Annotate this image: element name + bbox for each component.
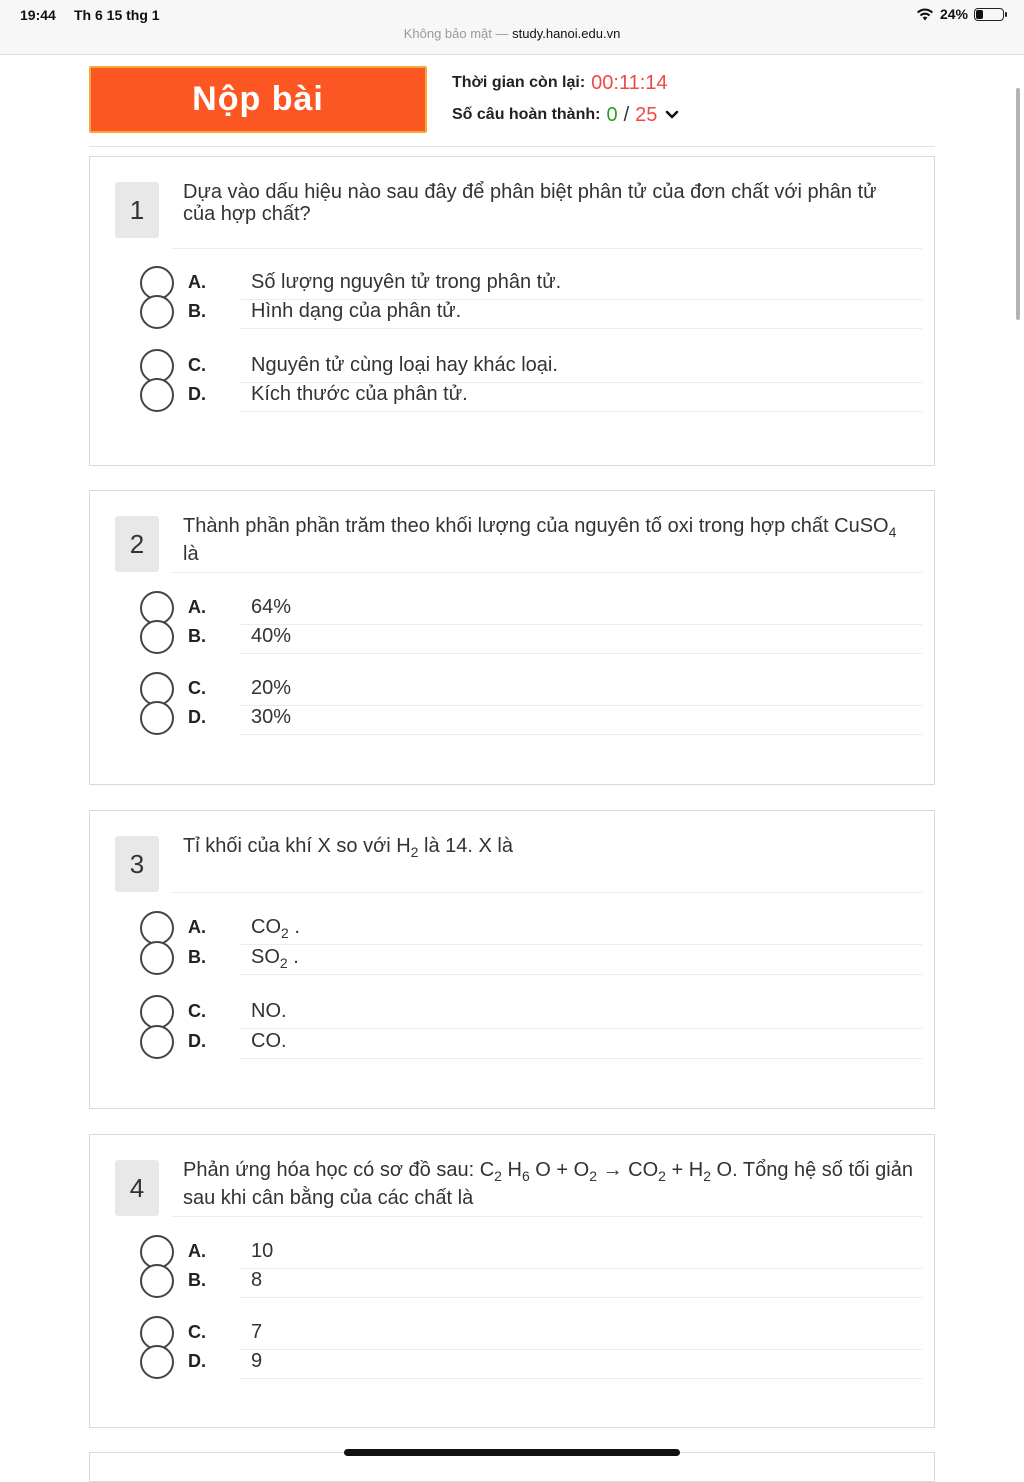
subscript: 2: [494, 1168, 502, 1184]
text-part: O + O: [529, 1159, 590, 1181]
divider: [240, 734, 922, 735]
text-part: là 14. X là: [418, 835, 513, 857]
option-text: Hình dạng của phân tử.: [251, 300, 462, 322]
radio-button[interactable]: [140, 995, 174, 1029]
subscript: 2: [410, 844, 419, 860]
text-part: Phản ứng hóa học có sơ đồ sau: C: [183, 1159, 495, 1181]
subscript: 2: [703, 1168, 711, 1184]
option-label: A.: [188, 272, 206, 292]
option-label: D.: [188, 1351, 206, 1371]
option-label: B.: [188, 1270, 206, 1290]
battery-icon: [974, 8, 1004, 21]
option-text: [251, 946, 299, 971]
question-card: [89, 1134, 935, 1428]
text-part: O. Tổng hệ số tối giản sau khi cân bằng của các chất là: [183, 1159, 913, 1209]
question-number: 1: [115, 182, 159, 238]
radio-button[interactable]: [140, 620, 174, 654]
option-a[interactable]: [90, 594, 936, 624]
option-d[interactable]: [90, 1348, 936, 1378]
option-label: C.: [188, 1322, 206, 1342]
radio-button[interactable]: [140, 941, 174, 975]
radio-button[interactable]: [140, 1345, 174, 1379]
divider: [172, 892, 922, 893]
address-bar[interactable]: [0, 26, 1024, 41]
question-text: [183, 835, 913, 863]
status-time: 19:44: [20, 7, 56, 23]
option-text: 7: [251, 1321, 263, 1343]
option-label: C.: [188, 1001, 206, 1021]
option-text: Số lượng nguyên tử trong phân tử.: [251, 271, 562, 293]
security-indicator: Không bảo mật: [403, 26, 492, 41]
radio-button[interactable]: [140, 911, 174, 945]
question-text: [183, 515, 913, 565]
option-label: A.: [188, 597, 206, 617]
option-text: 30%: [251, 706, 292, 728]
subscript: 2: [589, 1168, 598, 1184]
question-card: [89, 490, 935, 785]
option-label: B.: [188, 301, 206, 321]
text-part: SO: [251, 946, 280, 968]
option-c[interactable]: [90, 1319, 936, 1349]
option-label: D.: [188, 1031, 206, 1051]
subscript: 2: [281, 925, 289, 941]
option-text: NO.: [251, 1000, 287, 1022]
option-label: B.: [188, 947, 206, 967]
divider: [240, 1058, 922, 1059]
divider: [172, 248, 922, 249]
submit-button[interactable]: Nộp bài: [89, 66, 427, 133]
option-c[interactable]: [90, 675, 936, 705]
option-label: D.: [188, 707, 206, 727]
divider: [240, 411, 922, 412]
question-card: [89, 810, 935, 1109]
option-text: 20%: [251, 677, 292, 699]
divider: [240, 653, 922, 654]
text-part: .: [288, 916, 300, 938]
question-number: 3: [115, 836, 159, 892]
text-part: .: [287, 946, 299, 968]
option-b[interactable]: [90, 1267, 936, 1297]
option-b[interactable]: [90, 623, 936, 653]
completed-separator: /: [623, 103, 630, 126]
divider: [240, 974, 922, 975]
text-part: → CO: [597, 1159, 659, 1181]
scrollbar[interactable]: [1016, 88, 1020, 320]
option-text: 10: [251, 1240, 274, 1262]
option-text: Kích thước của phân tử.: [251, 383, 468, 405]
question-text: [183, 1159, 913, 1209]
url-domain: study.hanoi.edu.vn: [512, 26, 621, 41]
divider: [172, 1216, 922, 1217]
option-c[interactable]: [90, 352, 936, 382]
radio-button[interactable]: [140, 378, 174, 412]
text-part: H: [501, 1159, 522, 1181]
option-label: D.: [188, 384, 206, 404]
status-bar: [0, 0, 1024, 55]
option-a[interactable]: [90, 914, 936, 944]
option-b[interactable]: [90, 298, 936, 328]
option-label: B.: [188, 626, 206, 646]
divider: [240, 1297, 922, 1298]
subscript: 6: [521, 1168, 530, 1184]
subscript: 2: [279, 955, 288, 971]
option-a[interactable]: [90, 1238, 936, 1268]
option-c[interactable]: [90, 998, 936, 1028]
option-label: C.: [188, 355, 206, 375]
option-d[interactable]: [90, 1028, 936, 1058]
option-text: 40%: [251, 625, 292, 647]
option-text: Nguyên tử cùng loại hay khác loại.: [251, 354, 558, 376]
question-card: [89, 156, 935, 466]
question-number: 4: [115, 1160, 159, 1216]
option-text: 8: [251, 1269, 263, 1291]
option-label: A.: [188, 917, 206, 937]
option-text: 9: [251, 1350, 263, 1372]
time-left-label: Thời gian còn lại:: [452, 74, 586, 91]
wifi-icon: [916, 7, 934, 21]
option-text: [251, 916, 300, 941]
radio-button[interactable]: [140, 701, 174, 735]
total-count: 25: [635, 103, 658, 126]
option-label: C.: [188, 678, 206, 698]
text-part: là: [183, 543, 199, 565]
question-number: 2: [115, 516, 159, 572]
countdown-timer: 00:11:14: [591, 71, 668, 94]
status-date: Th 6 15 thg 1: [74, 7, 160, 23]
home-indicator[interactable]: [344, 1449, 680, 1456]
text-part: Tỉ khối của khí X so với H: [183, 835, 411, 857]
radio-button[interactable]: [140, 1264, 174, 1298]
option-a[interactable]: [90, 269, 936, 299]
option-label: A.: [188, 1241, 206, 1261]
url-separator: —: [491, 26, 513, 41]
subscript: 4: [888, 524, 897, 540]
progress-toggle[interactable]: [452, 98, 679, 132]
exam-info: [452, 68, 679, 132]
divider: [172, 572, 922, 573]
completed-label: Số câu hoàn thành:: [452, 106, 601, 123]
question-text: Dựa vào dấu hiệu nào sau đây để phân biệt phân tử của đơn chất với phân tử của hợp chất?: [183, 181, 877, 225]
text-part: + H: [665, 1159, 704, 1181]
chevron-down-icon[interactable]: [665, 110, 679, 120]
radio-button[interactable]: [140, 295, 174, 329]
status-indicators: [916, 6, 1004, 22]
text-part: CO: [251, 916, 281, 938]
divider: [240, 328, 922, 329]
option-b[interactable]: [90, 944, 936, 974]
header-divider: [89, 146, 935, 147]
option-text: 64%: [251, 596, 292, 618]
completed-count: 0: [606, 103, 618, 126]
text-part: Thành phần phần trăm theo khối lượng của nguyên tố oxi trong hợp chất CuSO: [183, 515, 889, 537]
option-d[interactable]: [90, 704, 936, 734]
radio-button[interactable]: [140, 1025, 174, 1059]
option-d[interactable]: [90, 381, 936, 411]
subscript: 2: [658, 1168, 666, 1184]
battery-percent: 24%: [939, 6, 968, 22]
option-text: CO.: [251, 1030, 287, 1052]
question-card-next: [89, 1452, 935, 1482]
divider: [240, 1378, 922, 1379]
